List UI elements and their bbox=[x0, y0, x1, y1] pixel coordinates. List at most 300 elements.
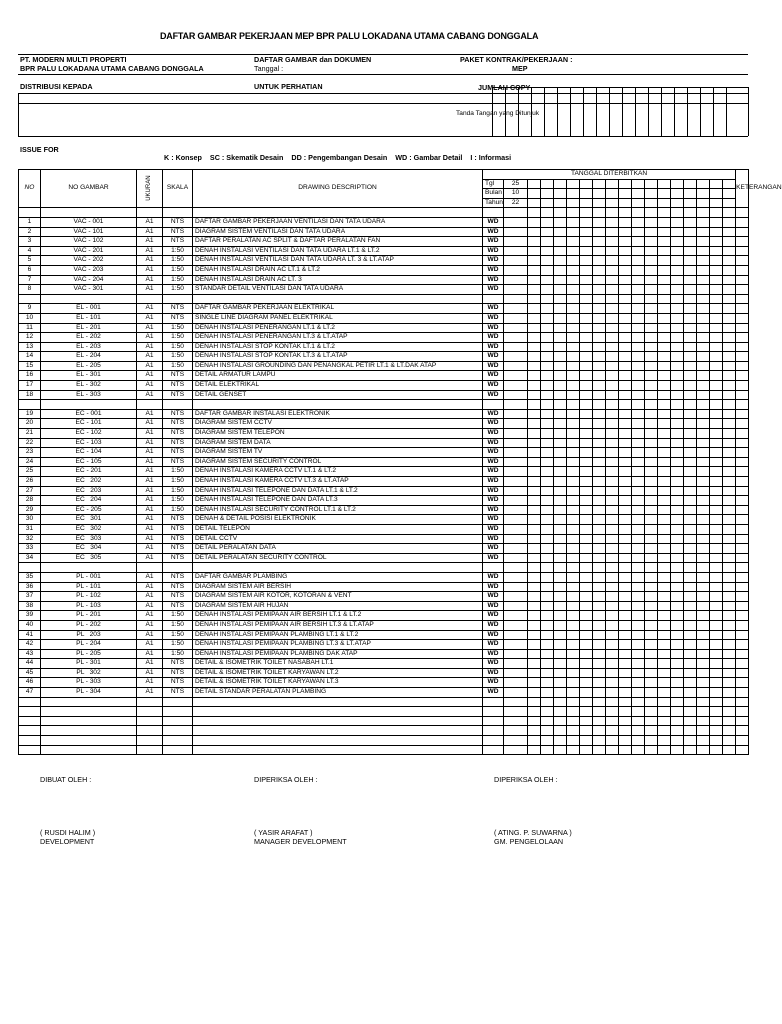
date-cell bbox=[567, 592, 580, 602]
date-cell bbox=[504, 668, 528, 678]
row-status: WD bbox=[483, 304, 504, 314]
date-cell bbox=[619, 477, 632, 487]
date-cell bbox=[504, 304, 528, 314]
date-cell bbox=[619, 198, 632, 208]
date-cell bbox=[710, 496, 723, 506]
row-description: DETAIL PERALATAN DATA bbox=[193, 544, 483, 554]
date-cell bbox=[541, 496, 554, 506]
issue-for-label: ISSUE FOR bbox=[20, 145, 59, 154]
date-cell bbox=[593, 409, 606, 419]
date-cell bbox=[606, 505, 619, 515]
date-cell bbox=[606, 601, 619, 611]
date-cell bbox=[580, 649, 593, 659]
row-status: WD bbox=[483, 265, 504, 275]
dist-rule bbox=[18, 103, 748, 104]
empty-cell bbox=[580, 745, 593, 755]
row-ukuran: A1 bbox=[137, 505, 163, 515]
table-row bbox=[19, 275, 749, 285]
tgl-value: 25 bbox=[504, 179, 528, 189]
date-cell bbox=[658, 429, 671, 439]
date-cell bbox=[580, 572, 593, 582]
date-cell bbox=[723, 524, 736, 534]
row-skala: NTS bbox=[163, 544, 193, 554]
date-cell bbox=[645, 668, 658, 678]
date-cell bbox=[697, 179, 710, 189]
date-cell bbox=[632, 323, 645, 333]
date-cell bbox=[619, 419, 632, 429]
date-cell bbox=[645, 640, 658, 650]
date-cell bbox=[684, 534, 697, 544]
empty-cell bbox=[504, 745, 528, 755]
empty-cell bbox=[645, 294, 658, 304]
empty-cell bbox=[645, 736, 658, 746]
row-ukuran: A1 bbox=[137, 496, 163, 506]
date-cell bbox=[645, 467, 658, 477]
date-cell bbox=[645, 630, 658, 640]
row-keterangan bbox=[736, 496, 749, 506]
row-keterangan bbox=[736, 313, 749, 323]
date-cell bbox=[541, 371, 554, 381]
signature-title: MANAGER DEVELOPMENT bbox=[254, 837, 347, 846]
date-cell bbox=[606, 515, 619, 525]
row-description: DENAH INSTALASI PENERANGAN LT.3 & LT.ATAP bbox=[193, 333, 483, 343]
date-cell bbox=[528, 553, 541, 563]
empty-cell bbox=[483, 294, 504, 304]
date-cell bbox=[606, 409, 619, 419]
table-row bbox=[19, 611, 749, 621]
row-description: DIAGRAM SISTEM AIR HUJAN bbox=[193, 601, 483, 611]
row-ukuran: A1 bbox=[137, 438, 163, 448]
row-no: 42 bbox=[19, 640, 41, 650]
date-cell bbox=[528, 438, 541, 448]
date-cell bbox=[632, 572, 645, 582]
date-cell bbox=[619, 534, 632, 544]
row-ukuran: A1 bbox=[137, 544, 163, 554]
date-cell bbox=[504, 505, 528, 515]
date-cell bbox=[606, 467, 619, 477]
date-cell bbox=[632, 352, 645, 362]
date-cell bbox=[606, 640, 619, 650]
date-cell bbox=[541, 342, 554, 352]
date-cell bbox=[710, 381, 723, 391]
empty-cell bbox=[736, 294, 749, 304]
date-cell bbox=[554, 419, 567, 429]
date-cell bbox=[567, 419, 580, 429]
date-cell bbox=[606, 477, 619, 487]
row-skala: 1:50 bbox=[163, 496, 193, 506]
date-cell bbox=[619, 256, 632, 266]
row-skala: 1:50 bbox=[163, 640, 193, 650]
empty-cell bbox=[658, 400, 671, 410]
date-cell bbox=[554, 409, 567, 419]
date-cell bbox=[528, 217, 541, 227]
date-cell bbox=[541, 448, 554, 458]
date-cell bbox=[619, 237, 632, 247]
date-cell bbox=[723, 409, 736, 419]
row-status: WD bbox=[483, 323, 504, 333]
row-status: WD bbox=[483, 524, 504, 534]
row-status: WD bbox=[483, 237, 504, 247]
empty-cell bbox=[504, 294, 528, 304]
dist-rule bbox=[648, 93, 649, 136]
row-no: 33 bbox=[19, 544, 41, 554]
date-cell bbox=[671, 668, 684, 678]
date-cell bbox=[723, 333, 736, 343]
date-cell bbox=[710, 237, 723, 247]
table-row bbox=[19, 313, 749, 323]
date-cell bbox=[593, 371, 606, 381]
date-cell bbox=[671, 179, 684, 189]
row-description: DAFTAR GAMBAR PEKERJAAN ELEKTRIKAL bbox=[193, 304, 483, 314]
empty-cell bbox=[137, 745, 163, 755]
empty-cell bbox=[580, 563, 593, 573]
row-no: 32 bbox=[19, 534, 41, 544]
date-cell bbox=[684, 217, 697, 227]
date-cell bbox=[723, 265, 736, 275]
row-description: DENAH INSTALASI PEMIPAAN AIR BERSIH LT.3 & LT.ATAP bbox=[193, 620, 483, 630]
date-cell bbox=[554, 620, 567, 630]
date-cell bbox=[684, 649, 697, 659]
date-cell bbox=[671, 659, 684, 669]
date-cell bbox=[723, 688, 736, 698]
date-cell bbox=[593, 227, 606, 237]
date-cell bbox=[723, 189, 736, 199]
row-status: WD bbox=[483, 688, 504, 698]
row-status: WD bbox=[483, 227, 504, 237]
date-cell bbox=[528, 189, 541, 199]
date-cell bbox=[528, 486, 541, 496]
date-cell bbox=[710, 246, 723, 256]
date-cell bbox=[671, 467, 684, 477]
date-cell bbox=[697, 390, 710, 400]
row-no-gambar: EC 301 bbox=[41, 515, 137, 525]
date-cell bbox=[632, 582, 645, 592]
date-cell bbox=[554, 457, 567, 467]
empty-cell bbox=[528, 563, 541, 573]
row-skala: NTS bbox=[163, 304, 193, 314]
date-cell bbox=[723, 515, 736, 525]
date-cell bbox=[658, 477, 671, 487]
row-no: 41 bbox=[19, 630, 41, 640]
empty-cell bbox=[541, 294, 554, 304]
date-cell bbox=[554, 668, 567, 678]
empty-cell bbox=[684, 208, 697, 218]
empty-cell bbox=[658, 745, 671, 755]
table-row bbox=[19, 678, 749, 688]
row-description: DENAH INSTALASI PEMIPAAN PLAMBING DAK ATAP bbox=[193, 649, 483, 659]
date-cell bbox=[504, 640, 528, 650]
date-cell bbox=[593, 342, 606, 352]
date-cell bbox=[528, 323, 541, 333]
date-cell bbox=[723, 630, 736, 640]
date-cell bbox=[671, 333, 684, 343]
empty-cell bbox=[41, 563, 137, 573]
empty-cell bbox=[619, 697, 632, 707]
tanggal-label: Tanggal : bbox=[254, 64, 284, 73]
signature-name: ( RUSDI HALIM ) bbox=[40, 828, 96, 837]
row-no: 44 bbox=[19, 659, 41, 669]
date-cell bbox=[619, 572, 632, 582]
date-cell bbox=[658, 198, 671, 208]
row-status: WD bbox=[483, 275, 504, 285]
header-bottom-rule bbox=[18, 74, 748, 75]
row-no: 30 bbox=[19, 515, 41, 525]
row-no-gambar: VAC - 202 bbox=[41, 256, 137, 266]
row-no: 31 bbox=[19, 524, 41, 534]
date-cell bbox=[554, 313, 567, 323]
date-cell bbox=[710, 572, 723, 582]
date-cell bbox=[671, 457, 684, 467]
date-cell bbox=[697, 553, 710, 563]
date-cell bbox=[528, 630, 541, 640]
row-ukuran: A1 bbox=[137, 361, 163, 371]
row-no-gambar: PL 302 bbox=[41, 668, 137, 678]
date-cell bbox=[723, 419, 736, 429]
date-cell bbox=[580, 678, 593, 688]
empty-cell bbox=[567, 716, 580, 726]
dist-rule bbox=[609, 93, 610, 136]
date-cell bbox=[684, 572, 697, 582]
row-skala: NTS bbox=[163, 659, 193, 669]
date-cell bbox=[528, 524, 541, 534]
date-cell bbox=[567, 553, 580, 563]
date-cell bbox=[658, 246, 671, 256]
date-cell bbox=[697, 678, 710, 688]
paket-value: MEP bbox=[512, 64, 528, 73]
date-cell bbox=[645, 323, 658, 333]
empty-cell bbox=[645, 400, 658, 410]
date-cell bbox=[723, 246, 736, 256]
row-no-gambar: VAC - 201 bbox=[41, 246, 137, 256]
row-no: 8 bbox=[19, 285, 41, 295]
date-cell bbox=[671, 342, 684, 352]
row-description: DAFTAR GAMBAR PEKERJAAN VENTILASI DAN TATA UDARA bbox=[193, 217, 483, 227]
date-cell bbox=[580, 640, 593, 650]
date-cell bbox=[567, 361, 580, 371]
date-cell bbox=[606, 265, 619, 275]
date-cell bbox=[710, 477, 723, 487]
date-cell bbox=[684, 630, 697, 640]
date-cell bbox=[645, 678, 658, 688]
row-no: 10 bbox=[19, 313, 41, 323]
row-ukuran: A1 bbox=[137, 620, 163, 630]
date-cell bbox=[528, 620, 541, 630]
row-keterangan bbox=[736, 659, 749, 669]
table-row bbox=[19, 592, 749, 602]
row-keterangan bbox=[736, 477, 749, 487]
row-description: DETAIL TELEPON bbox=[193, 524, 483, 534]
date-cell bbox=[658, 217, 671, 227]
date-cell bbox=[671, 688, 684, 698]
date-cell bbox=[541, 649, 554, 659]
date-cell bbox=[671, 496, 684, 506]
empty-cell bbox=[658, 736, 671, 746]
empty-cell bbox=[710, 745, 723, 755]
date-cell bbox=[528, 371, 541, 381]
row-no: 12 bbox=[19, 333, 41, 343]
date-cell bbox=[697, 429, 710, 439]
date-cell bbox=[606, 246, 619, 256]
date-cell bbox=[684, 275, 697, 285]
date-cell bbox=[658, 390, 671, 400]
date-cell bbox=[554, 333, 567, 343]
date-cell bbox=[645, 601, 658, 611]
date-cell bbox=[554, 611, 567, 621]
date-cell bbox=[684, 496, 697, 506]
row-ukuran: A1 bbox=[137, 371, 163, 381]
project-name: BPR PALU LOKADANA UTAMA CABANG DONGGALA bbox=[20, 64, 204, 73]
date-cell bbox=[541, 256, 554, 266]
date-cell bbox=[697, 381, 710, 391]
date-cell bbox=[593, 275, 606, 285]
empty-cell bbox=[483, 726, 504, 736]
row-keterangan bbox=[736, 265, 749, 275]
empty-cell bbox=[723, 745, 736, 755]
empty-cell bbox=[504, 400, 528, 410]
row-ukuran: A1 bbox=[137, 323, 163, 333]
date-cell bbox=[684, 390, 697, 400]
row-skala: 1:50 bbox=[163, 620, 193, 630]
empty-cell bbox=[483, 400, 504, 410]
date-cell bbox=[658, 649, 671, 659]
row-status: WD bbox=[483, 381, 504, 391]
date-cell bbox=[504, 361, 528, 371]
date-cell bbox=[710, 304, 723, 314]
empty-cell bbox=[593, 707, 606, 717]
row-keterangan bbox=[736, 361, 749, 371]
dist-rule bbox=[726, 93, 727, 136]
empty-cell bbox=[163, 736, 193, 746]
date-cell bbox=[504, 688, 528, 698]
date-cell bbox=[684, 505, 697, 515]
date-cell bbox=[580, 553, 593, 563]
empty-cell bbox=[504, 716, 528, 726]
date-cell bbox=[580, 419, 593, 429]
blank-row bbox=[19, 745, 749, 755]
table-row bbox=[19, 582, 749, 592]
row-no: 36 bbox=[19, 582, 41, 592]
date-cell bbox=[554, 237, 567, 247]
date-cell bbox=[593, 582, 606, 592]
col-header-ukuran bbox=[137, 170, 163, 208]
empty-cell bbox=[632, 294, 645, 304]
date-cell bbox=[658, 496, 671, 506]
empty-cell bbox=[671, 400, 684, 410]
date-cell bbox=[658, 678, 671, 688]
row-ukuran: A1 bbox=[137, 275, 163, 285]
row-description: DIAGRAM SISTEM SECURITY CONTROL bbox=[193, 457, 483, 467]
date-cell bbox=[580, 582, 593, 592]
date-cell bbox=[554, 524, 567, 534]
paket-label: PAKET KONTRAK/PEKERJAAN : bbox=[460, 55, 573, 64]
date-cell bbox=[554, 553, 567, 563]
empty-cell bbox=[528, 400, 541, 410]
date-cell bbox=[658, 515, 671, 525]
row-no: 27 bbox=[19, 486, 41, 496]
date-cell bbox=[593, 198, 606, 208]
date-cell bbox=[671, 237, 684, 247]
date-cell bbox=[541, 237, 554, 247]
date-cell bbox=[710, 620, 723, 630]
empty-cell bbox=[658, 716, 671, 726]
row-no: 24 bbox=[19, 457, 41, 467]
row-ukuran: A1 bbox=[137, 486, 163, 496]
date-cell bbox=[567, 333, 580, 343]
row-ukuran: A1 bbox=[137, 592, 163, 602]
date-cell bbox=[593, 448, 606, 458]
date-cell bbox=[658, 592, 671, 602]
dist-rule bbox=[700, 87, 701, 93]
date-cell bbox=[632, 515, 645, 525]
date-cell bbox=[697, 659, 710, 669]
date-cell bbox=[723, 457, 736, 467]
date-cell bbox=[710, 390, 723, 400]
date-cell bbox=[528, 601, 541, 611]
col-header-description: DRAWING DESCRIPTION bbox=[193, 170, 483, 208]
table-row bbox=[19, 381, 749, 391]
table-row bbox=[19, 668, 749, 678]
date-cell bbox=[710, 611, 723, 621]
empty-cell bbox=[671, 697, 684, 707]
row-ukuran: A1 bbox=[137, 419, 163, 429]
date-cell bbox=[580, 285, 593, 295]
row-description: DENAH INSTALASI VENTILASI DAN TATA UDARA LT.1 & LT.2 bbox=[193, 246, 483, 256]
row-keterangan bbox=[736, 515, 749, 525]
date-cell bbox=[658, 611, 671, 621]
date-cell bbox=[554, 544, 567, 554]
dist-rule bbox=[492, 87, 493, 93]
date-cell bbox=[504, 285, 528, 295]
row-no: 17 bbox=[19, 381, 41, 391]
date-cell bbox=[671, 227, 684, 237]
date-cell bbox=[593, 620, 606, 630]
empty-cell bbox=[163, 726, 193, 736]
empty-cell bbox=[580, 726, 593, 736]
date-cell bbox=[632, 237, 645, 247]
date-cell bbox=[606, 572, 619, 582]
empty-cell bbox=[619, 563, 632, 573]
empty-cell bbox=[528, 745, 541, 755]
empty-cell bbox=[684, 563, 697, 573]
date-cell bbox=[567, 505, 580, 515]
date-cell bbox=[671, 246, 684, 256]
row-no-gambar: EC - 103 bbox=[41, 438, 137, 448]
empty-cell bbox=[697, 736, 710, 746]
date-cell bbox=[710, 524, 723, 534]
empty-cell bbox=[580, 697, 593, 707]
row-status: WD bbox=[483, 352, 504, 362]
row-status: WD bbox=[483, 640, 504, 650]
date-cell bbox=[645, 582, 658, 592]
date-cell bbox=[645, 361, 658, 371]
date-cell bbox=[645, 620, 658, 630]
row-ukuran: A1 bbox=[137, 524, 163, 534]
row-no-gambar: EL - 302 bbox=[41, 381, 137, 391]
row-skala: 1:50 bbox=[163, 246, 193, 256]
date-cell bbox=[606, 496, 619, 506]
row-skala: NTS bbox=[163, 457, 193, 467]
date-cell bbox=[528, 304, 541, 314]
empty-cell bbox=[684, 707, 697, 717]
row-keterangan bbox=[736, 323, 749, 333]
table-row bbox=[19, 640, 749, 650]
date-cell bbox=[723, 285, 736, 295]
date-cell bbox=[645, 649, 658, 659]
empty-cell bbox=[504, 707, 528, 717]
empty-cell bbox=[137, 716, 163, 726]
date-cell bbox=[658, 505, 671, 515]
date-cell bbox=[528, 659, 541, 669]
